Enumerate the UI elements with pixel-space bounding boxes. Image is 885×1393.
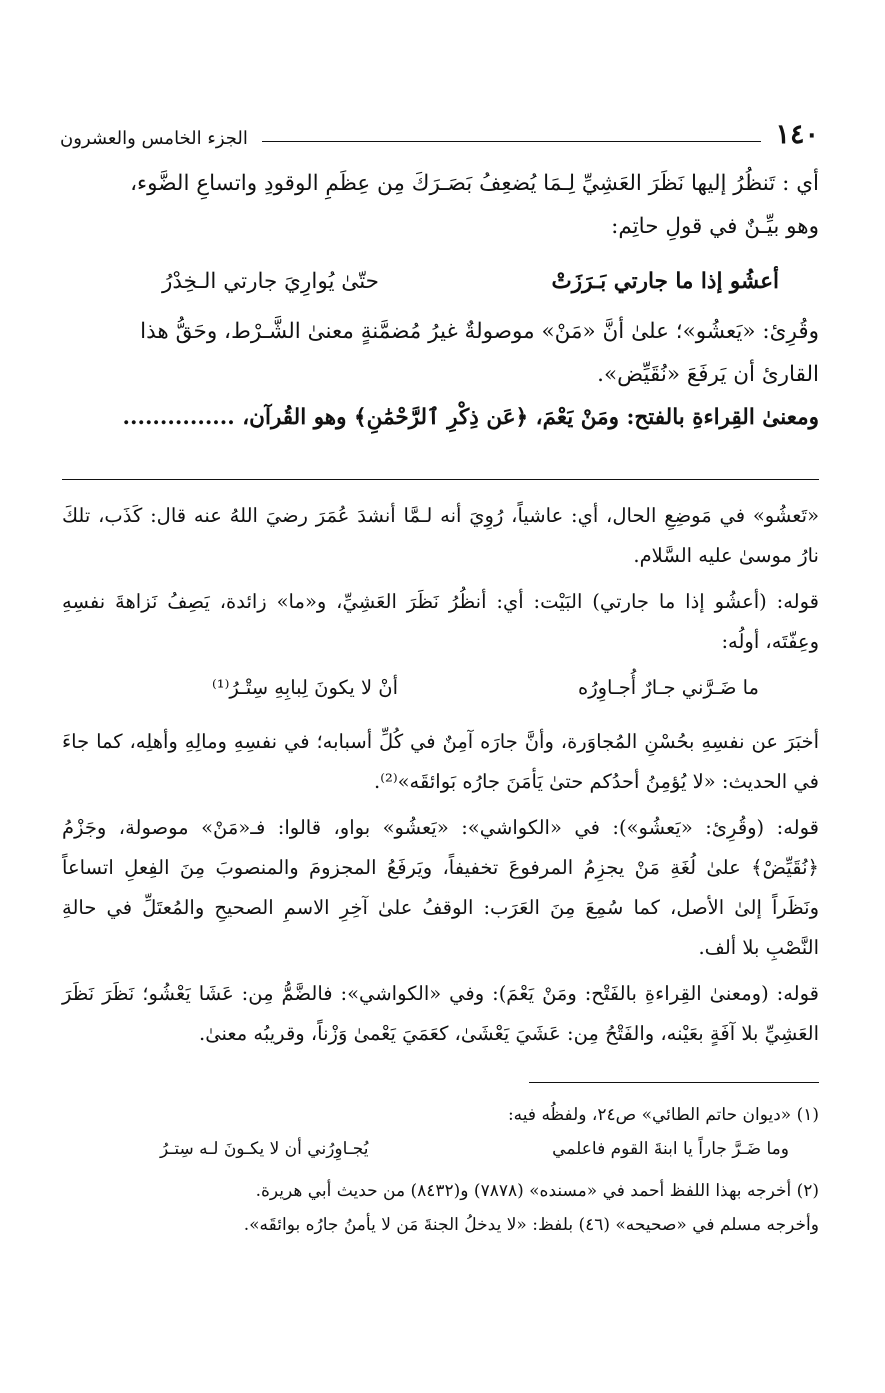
commentary-paragraph: قوله: (وقُرِئ: «يَعشُو»): في «الكواشي»: «يَعشُو» بواو، قالوا: فـ«مَنْ» موصولة، وجَزْمُ ﴿نُقَيِّضْ﴾ علىٰ لُغَةِ مَنْ يجزِمُ المرفوعَ تخفيفاً، ويَرفَعُ المجزومَ والمنصوبَ مِنَ الفِعلِ اتساعاً ونَظَراً إلىٰ الأصل، كما سُمِعَ مِنَ العَرَب: الوقفُ علىٰ آخِرِ الاسمِ الصحيحِ والمُعتَلِّ في حالةِ النَّصْبِ بلا ألف. bbox=[62, 816, 819, 959]
verse-second-hemistich: يُجـاوِرُني أن لا يكـونَ لـه سِتـرُ bbox=[160, 1139, 369, 1159]
footnote-divider bbox=[529, 1082, 819, 1083]
commentary-verse bbox=[62, 668, 819, 708]
main-line: وهو بيِّـنٌ في قولِ حاتِم: bbox=[611, 214, 819, 239]
verse-first-hemistich: ما ضَـرَّني جـارٌ أُجـاوِرُه bbox=[578, 676, 759, 699]
main-line: ومعنىٰ القِراءةِ بالفتح: ومَنْ يَعْمَ، ﴿عَن ذِكْرِ ٱلرَّحْمَٰنِ﴾ وهو القُرآن، ............... bbox=[122, 405, 819, 430]
verse-first-hemistich: وما ضَـرَّ جاراً يا ابنةَ القوم فاعلمي bbox=[552, 1139, 789, 1159]
commentary-section bbox=[62, 496, 819, 1060]
header-title: الجزء الخامس والعشرون bbox=[60, 128, 248, 149]
main-divider bbox=[62, 479, 819, 480]
commentary-paragraph: قوله: (ومعنىٰ القِراءةِ بالفَتْح: ومَنْ يَعْمَ): وفي «الكواشي»: فالضَّمُّ مِن: عَشَا يَعْشُو؛ نَظَرَ نَظَرَ العَشِيِّ بلا آفَةٍ بعَيْنه، والفَتْحُ مِن: عَشَيَ يَعْشَىٰ، كعَمَيَ يَعْمىٰ وَزْناً، وقريبُه معنىٰ. bbox=[62, 982, 819, 1045]
verse-second-hemistich: أنْ لا يكونَ لِبابِهِ سِتْـرُ⁽¹⁾ bbox=[212, 676, 399, 699]
main-line: القارئ أن يَرفَعَ «نُقَيِّض». bbox=[597, 362, 819, 387]
verse-second-hemistich: حتّىٰ يُوارِيَ جارتي الـخِدْرُ bbox=[162, 269, 379, 294]
page-number: ١٤٠ bbox=[775, 119, 819, 150]
footnote-2-continued: وأخرجه مسلم في «صحيحه» (٤٦) بلفظ: «لا يدخلُ الجنةَ مَن لا يأمنُ جارُه بوائقَه». bbox=[243, 1215, 819, 1235]
running-header bbox=[60, 112, 819, 148]
footnote-1: (١) «ديوان حاتم الطائي» ص٢٤، ولفظُه فيه: bbox=[507, 1105, 819, 1125]
main-line: وقُرِئ: «يَعشُو»؛ علىٰ أنَّ «مَنْ» موصولةٌ غيرُ مُضمَّنةٍ معنىٰ الشَّـرْط، وحَقُّ هذا bbox=[140, 319, 819, 344]
footnote-2: (٢) أخرجه بهذا اللفظ أحمد في «مسنده» (٧٨٧٨) و(٨٤٣٢) من حديث أبي هريرة. bbox=[255, 1181, 819, 1201]
main-line: أي : تَنظُرُ إليها نَظَرَ العَشِيِّ لِـمَا يُضعِفُ بَصَـرَكَ مِن عِظَمِ الوقودِ واتساعِ الضَّوء، bbox=[130, 171, 819, 196]
verse-first-hemistich: أعشُو إذا ما جارتي بَـرَزَتْ bbox=[551, 269, 779, 294]
commentary-paragraph: قوله: (أعشُو إذا ما جارتي) البَيْت: أي: أنظُرُ نَظَرَ العَشِيِّ، و«ما» زائدة، يَصِفُ نَزاهةَ نفسِهِ وعِفّتَه، أولُه: bbox=[62, 590, 819, 653]
poem-verse bbox=[62, 262, 819, 302]
main-text bbox=[62, 162, 819, 439]
header-rule bbox=[262, 141, 762, 142]
commentary-paragraph: «تَعشُو» في مَوضِعِ الحال، أي: عاشياً، رُوِيَ أنه لـمَّا أنشدَ عُمَرَ رضيَ اللهُ عنه قال: كَذَب، تلكَ نارُ موسىٰ عليه السَّلام. bbox=[62, 504, 819, 567]
commentary-paragraph: أخبَرَ عن نفسِهِ بحُسْنِ المُجاوَرة، وأنَّ جارَه آمِنٌ في كُلِّ أسبابه؛ في نفسِهِ ومالِهِ وأهلِه، كما جاءَ في الحديث: «لا يُؤمِنُ أحدُكم حتىٰ يَأمَنَ جارُه بَوائقَه»⁽²⁾. bbox=[62, 730, 819, 793]
footnote-verse bbox=[120, 1132, 819, 1166]
footnotes-section bbox=[120, 1098, 819, 1242]
